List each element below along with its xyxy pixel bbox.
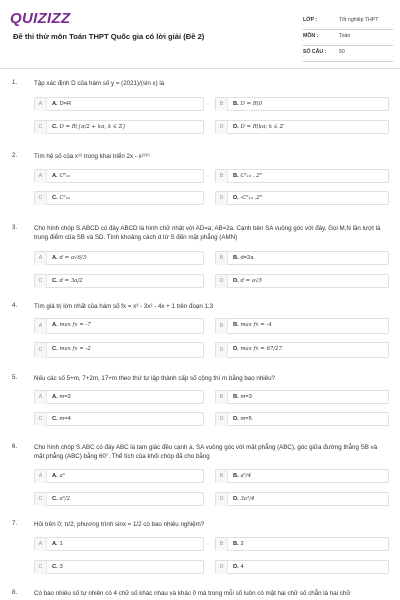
option-letter: D (216, 493, 228, 506)
option-letter: A (35, 470, 47, 483)
option-content (233, 195, 262, 201)
option-d[interactable] (215, 120, 389, 134)
option-letter: B (216, 252, 228, 265)
option-letter: C (35, 413, 47, 426)
option-label: B. (233, 322, 239, 328)
option-content (52, 195, 70, 201)
option-text: m=5 (240, 416, 252, 422)
option-text: a³/4 (240, 473, 252, 479)
option-d[interactable] (215, 412, 389, 426)
question-number: 6. (12, 443, 18, 450)
option-content (52, 416, 71, 422)
option-letter: A (35, 170, 47, 183)
option-d[interactable] (215, 274, 389, 288)
question-text: Tìm giá trị lớn nhất của hàm số fx = x³ - 3x² - 4x + 1 trên đoạn 1;3 (34, 303, 214, 310)
option-letter: C (35, 192, 47, 205)
question-number: 3. (12, 224, 18, 231)
option-label: A. (52, 394, 58, 400)
option-content (52, 473, 65, 479)
option-letter: A (35, 252, 47, 265)
option-label: B. (233, 473, 239, 479)
option-label: A. (52, 322, 58, 328)
question-number: 2. (12, 152, 18, 159)
option-d[interactable] (215, 492, 389, 506)
option-letter: B (216, 391, 228, 404)
option-c[interactable] (34, 492, 204, 506)
option-label: D. (233, 416, 239, 422)
option-content (52, 496, 70, 502)
option-text: -C²₁₀ .2⁸ (240, 195, 262, 201)
quizizz-logo: QUIZIZZ (10, 10, 71, 27)
option-a[interactable] (34, 169, 204, 183)
option-text: m=2 (59, 394, 71, 400)
option-label: B. (233, 173, 239, 179)
option-content (233, 416, 252, 422)
option-text: C²₁₀ . 2⁸ (240, 173, 262, 179)
option-text: m=3 (240, 394, 252, 400)
option-b[interactable] (215, 537, 389, 551)
option-text: 2 (240, 541, 244, 547)
option-letter: C (35, 493, 47, 506)
option-text: max fx = -7 (59, 322, 91, 328)
option-b[interactable] (215, 390, 389, 404)
option-letter: A (35, 391, 47, 404)
option-content (52, 278, 83, 284)
meta-row-subject (303, 30, 393, 46)
option-text: 3 (59, 564, 63, 570)
option-a[interactable] (34, 251, 204, 265)
option-text: max fx = 67/27 (240, 346, 283, 352)
meta-value: Toán (339, 33, 351, 39)
option-letter: A (35, 538, 47, 551)
option-label: B. (233, 255, 239, 261)
option-content (233, 255, 254, 261)
option-c[interactable] (34, 191, 204, 205)
option-b[interactable] (215, 169, 389, 183)
option-text: C²₁₀ (59, 195, 71, 201)
option-label: A. (52, 173, 58, 179)
meta-label: LỚP : (303, 17, 318, 23)
option-label: A. (52, 255, 58, 261)
option-a[interactable] (34, 469, 204, 483)
question-text: Có bao nhiêu số tự nhiên có 4 chữ số khác nhau và khác 0 mà trong mỗi số luôn có mặt hai chữ số chẵn là hai chữ (34, 590, 351, 597)
option-content (52, 124, 126, 130)
option-text: 1 (59, 541, 63, 547)
option-label: C. (52, 564, 58, 570)
option-label: D. (233, 278, 239, 284)
option-letter: A (35, 98, 47, 111)
option-d[interactable] (215, 342, 389, 358)
option-c[interactable] (34, 560, 204, 574)
option-label: C. (52, 195, 58, 201)
option-text: D = R\0 (240, 101, 263, 107)
option-c[interactable] (34, 342, 204, 358)
meta-row-count (303, 46, 393, 62)
option-a[interactable] (34, 97, 204, 111)
option-d[interactable] (215, 560, 389, 574)
option-text: 3a³/4 (240, 496, 255, 502)
option-content (52, 101, 71, 107)
option-text: D = R\kπ; k ∈ Z (240, 124, 284, 130)
option-letter: B (216, 538, 228, 551)
option-c[interactable] (34, 274, 204, 288)
option-b[interactable] (215, 318, 389, 334)
option-text: max fx = -2 (59, 346, 91, 352)
option-label: D. (233, 195, 239, 201)
option-letter: D (216, 561, 228, 574)
option-content (233, 173, 262, 179)
option-a[interactable] (34, 537, 204, 551)
option-label: C. (52, 278, 58, 284)
meta-label: MÔN : (303, 33, 319, 39)
option-c[interactable] (34, 412, 204, 426)
option-letter: C (35, 275, 47, 288)
meta-row-class (303, 14, 393, 30)
option-content (233, 473, 251, 479)
option-content (52, 173, 70, 179)
option-text: D=R (59, 101, 72, 107)
option-letter: C (35, 561, 47, 574)
option-text: d = 3a/2 (59, 278, 83, 284)
option-text: a³ (59, 473, 65, 479)
option-text: 4 (240, 564, 244, 570)
question-text: Cho hình chóp S.ABCD có đáy ABCD là hình chữ nhật với AD=a; AB=2a. Cạnh bên SA vuông góc với đáy. Gọi M,N lần lượt là trung điểm của SB và SD. Tính khoảng cách d từ S đến mặt phẳng (AMN) (34, 225, 381, 241)
question-text: Cho hình chóp S.ABC có đáy ABC là tam giác đều cạnh a, SA vuông góc với mặt phẳng (ABC), góc giữa đường thẳng SB và mặt phẳng (ABC) bằng 60°. Thể tích của khối chóp đã cho bằng (34, 444, 378, 460)
question-number: 8. (12, 589, 18, 596)
option-text: m=4 (59, 416, 71, 422)
option-a[interactable] (34, 390, 204, 404)
option-letter: B (216, 98, 228, 111)
option-label: C. (52, 124, 58, 130)
option-letter: A (35, 319, 47, 334)
option-content (52, 346, 91, 352)
option-text: d = a√6/3 (59, 255, 87, 261)
option-label: C. (52, 416, 58, 422)
option-label: A. (52, 101, 58, 107)
option-letter: C (35, 121, 47, 134)
worksheet-meta (303, 14, 393, 62)
option-letter: D (216, 413, 228, 426)
meta-value: 50 (339, 49, 345, 55)
option-content (233, 496, 255, 502)
option-letter: C (35, 343, 47, 358)
option-label: C. (52, 496, 58, 502)
option-content (233, 278, 262, 284)
option-label: B. (233, 541, 239, 547)
option-c[interactable] (34, 120, 204, 134)
option-content (52, 255, 86, 261)
option-label: A. (52, 541, 58, 547)
option-text: max fx = -4 (240, 322, 272, 328)
option-content (52, 394, 71, 400)
question-number: 4. (12, 302, 18, 309)
header-divider (0, 68, 400, 69)
option-content (233, 394, 252, 400)
option-letter: D (216, 192, 228, 205)
question-number: 5. (12, 374, 18, 381)
worksheet-header (0, 0, 400, 70)
option-text: d=2a (240, 255, 254, 261)
option-label: C. (52, 346, 58, 352)
option-b[interactable] (215, 97, 389, 111)
option-label: B. (233, 394, 239, 400)
option-letter: D (216, 121, 228, 134)
option-letter: B (216, 470, 228, 483)
option-content (52, 564, 63, 570)
option-text: C⁸₁₀ (59, 173, 71, 179)
option-a[interactable] (34, 318, 204, 334)
option-content (233, 346, 282, 352)
option-label: D. (233, 496, 239, 502)
option-letter: B (216, 319, 228, 334)
question-text: Tìm hệ số của x¹² trong khai triển 2x - x²⁾¹⁰ (34, 153, 150, 160)
option-letter: D (216, 275, 228, 288)
option-text: d = a√5 (240, 278, 262, 284)
option-b[interactable] (215, 251, 389, 265)
option-text: a³/2 (59, 496, 71, 502)
question-text: Hỏi trên 0; π/2, phương trình sinx = 1/2 có bao nhiêu nghiệm? (34, 521, 205, 528)
option-letter: D (216, 343, 228, 358)
question-text: Tập xác định D của hàm số y = (2021)/(sin x) là (34, 80, 165, 87)
option-content (233, 541, 244, 547)
question-number: 7. (12, 520, 18, 527)
meta-label: SỐ CÂU : (303, 49, 327, 55)
worksheet-title: Đề thi thử môn Toán THPT Quốc gia có lời giải (Đề 2) (13, 32, 205, 41)
option-d[interactable] (215, 191, 389, 205)
question-number: 1. (12, 79, 18, 86)
option-content (52, 541, 63, 547)
option-label: D. (233, 564, 239, 570)
option-b[interactable] (215, 469, 389, 483)
question-text: Nếu các số 5+m, 7+2m, 17+m theo thứ tự lập thành cấp số cộng thì m bằng bao nhiêu? (34, 375, 275, 382)
option-content (233, 564, 244, 570)
option-content (233, 124, 283, 130)
option-text: D = R\{π/2 + kπ, k ∈ Z} (59, 124, 126, 130)
option-content (233, 101, 262, 107)
option-content (52, 322, 91, 328)
option-letter: B (216, 170, 228, 183)
option-content (233, 322, 272, 328)
option-label: B. (233, 101, 239, 107)
option-label: A. (52, 473, 58, 479)
option-label: D. (233, 346, 239, 352)
meta-value: Tốt nghiệp THPT (339, 17, 379, 23)
option-label: D. (233, 124, 239, 130)
